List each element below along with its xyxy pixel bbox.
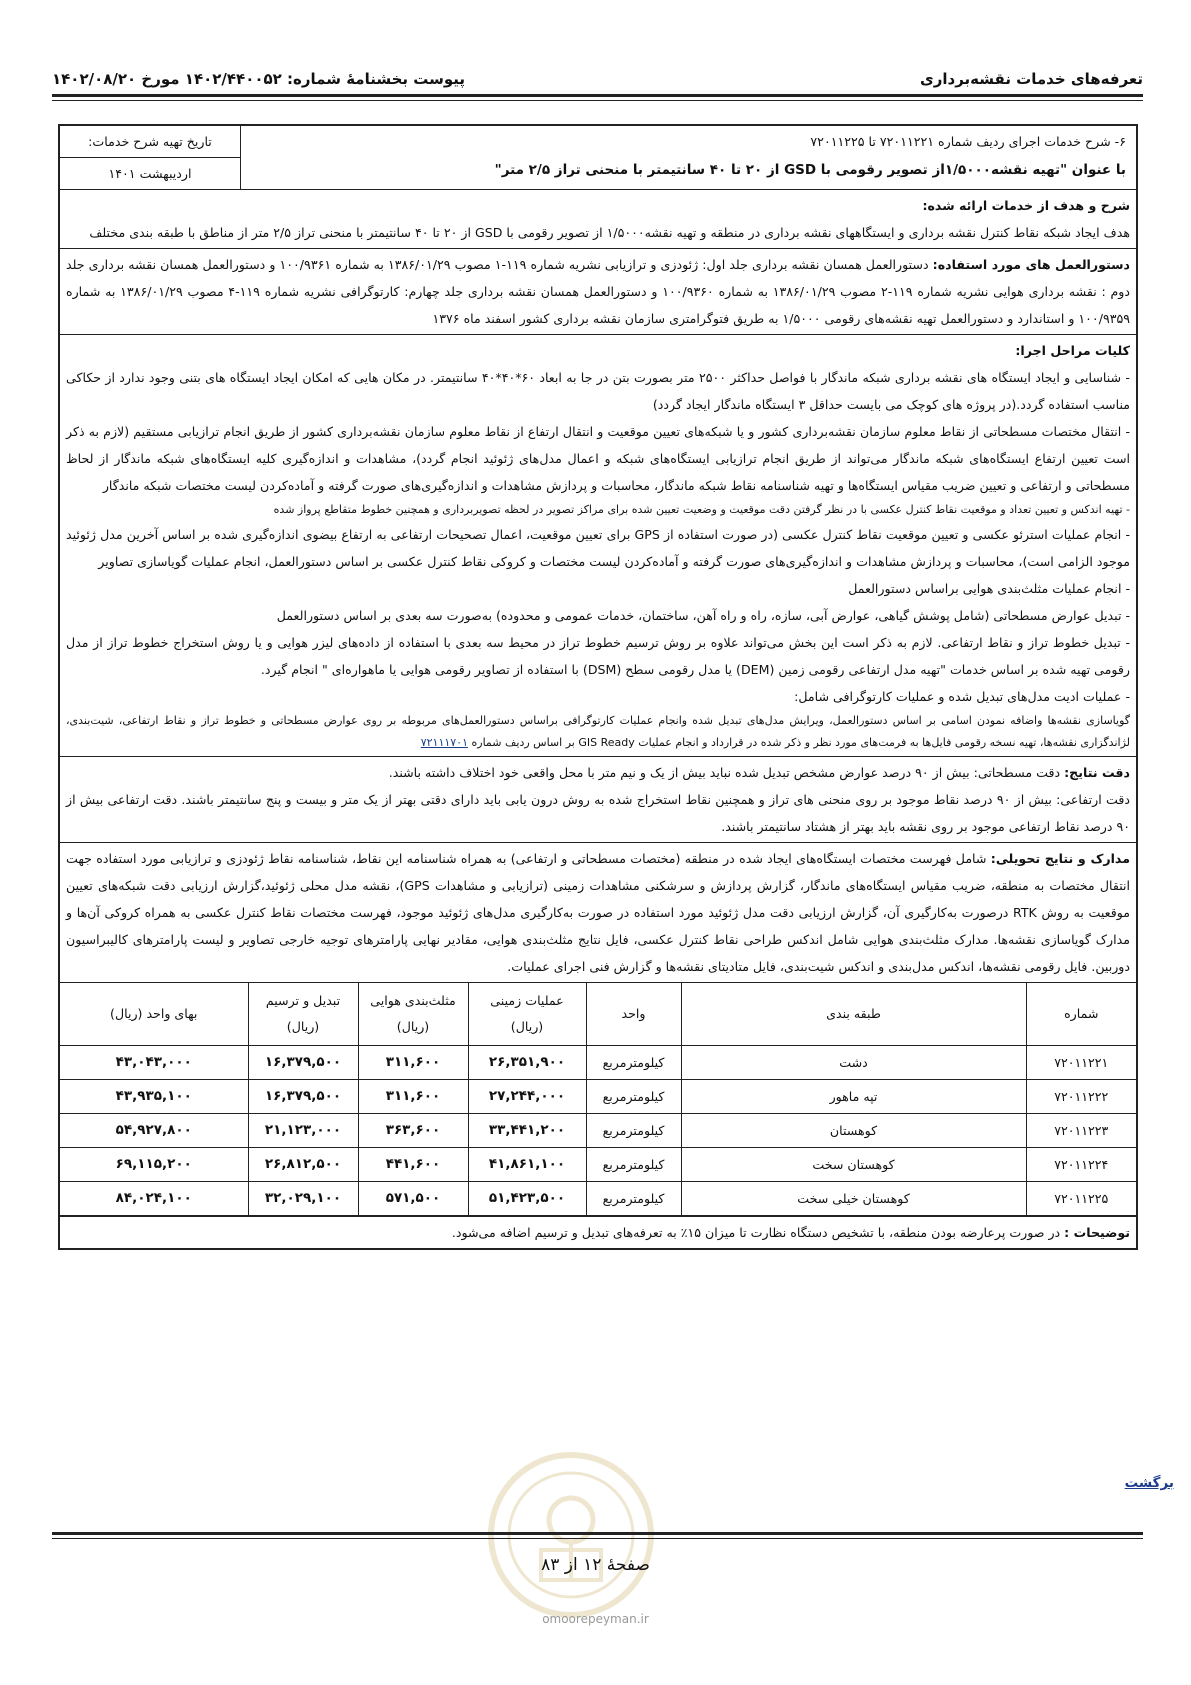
deliverables-text: شامل فهرست مختصات ایستگاه‌های ایجاد شده در منطقه (مختصات مسطحاتی و ارتفاعی) به همراه شناسنامه این نقاط، شناسنامه نقاط ژئودزی و ترازیابی مورد استفاده جهت انتقال مختصات به منطقه، ضریب مقیاس ایستگاه‌های ماندگار، گزارش پردازش و سرشکنی مشاهدات زمینی (ترازیابی و مشاهدات GPS)، نقشه مدل محلی ژئوئید،گزارش ارزیابی دقت شبکه‌های تعیین موقعیت به روش RTK درصورت به‌کارگیری آن، گزارش ارزیابی دقت مدل ژئوئید مورد استفاده در صورت به‌کارگیری مدل‌های ژئوئید موجود، فهرست مختصات نقاط کنترل عکسی به همراه کروکی آن‌ها و مدارک گویاسازی نقشه‌ها. مدارک مثلث‌بندی هوایی شامل اندکس طراحی نقاط کنترل عکسی، فایل نتایج مثلث‌بندی هوایی، مقادیر نهایی پارامترهای توجیه خارجی تصاویر و لیست پارامترهای کالیبراسیون دوربین. فایل رقومی نقشه‌ها، اندکس مدل‌بندی و اندکس شیت‌بندی، فایل متادیتای نقشه‌ها و گزارش فنی اجرای عملیات. [66, 851, 1130, 974]
cell-compilation: ۲۱,۱۲۳,۰۰۰ [248, 1113, 358, 1147]
seal-watermark-icon [486, 1450, 656, 1620]
cell-aerial-triangulation: ۳۱۱,۶۰۰ [358, 1045, 468, 1079]
header-rule-thick [52, 94, 1143, 97]
cell-code: ۷۲۰۱۱۲۲۵ [1026, 1181, 1136, 1215]
cell-classification: کوهستان سخت [681, 1147, 1026, 1181]
cell-classification: تپه ماهور [681, 1079, 1026, 1113]
step-item: - تبدیل خطوط تراز و نقاط ارتفاعی. لازم به ذکر است این بخش می‌تواند علاوه بر روش ترسیم خطوط تراز در محیط سه بعدی با استفاده از داده‌های لیزر هوایی و یا روش استخراج خطوط تراز از مدل رقومی تهیه شده بر اساس خدمات "تهیه مدل ارتفاعی رقومی زمین (DEM) یا مدل رقومی سطح (DSM) با استفاده از تصاویر رقومی هوایی یا ماهواره‌ای " انجام گیرد. [66, 635, 1130, 677]
preparation-date-cell [60, 126, 240, 189]
circular-reference: پیوست بخشنامهٔ شماره: ۱۴۰۲/۴۴۰۰۵۲ مورخ ۱۴۰۲/۰۸/۲۰ [52, 70, 466, 88]
page-header [52, 58, 1143, 88]
table-row [60, 1147, 1136, 1181]
notes-heading: توضیحات : [1064, 1224, 1130, 1240]
instructions-text: دستورالعمل همسان نقشه برداری جلد اول: ژئودزی و ترازیابی نشریه شماره ۱۱۹-۱ مصوب ۱۳۸۶/۰۱/۲۹ به شماره ۱۰۰/۹۳۶۱ و دستورالعمل همسان نقشه برداری جلد دوم : نقشه برداری هوایی نشریه شماره ۱۱۹-۲ مصوب ۱۳۸۶/۰۱/۲۹ به شماره ۱۰۰/۹۳۶۰ و دستورالعمل همسان نقشه برداری جلد چهارم: کارتوگرافی نشریه شماره ۱۱۹-۴ مصوب ۱۳۸۶/۰۱/۲۹ به شماره ۱۰۰/۹۳۵۹ و استاندارد و دستورالعمل تهیه نقشه‌های رقومی ۱/۵۰۰۰ به طریق فتوگرامتری سازمان نقشه برداری کشور اسفند ماه ۱۳۷۶ [66, 257, 1130, 326]
cell-unit-price: ۴۳,۰۴۳,۰۰۰ [60, 1045, 248, 1079]
table-header-row [60, 983, 1136, 1045]
step-item: - انجام عملیات استرئو عکسی و تعیین موقعیت نقاط کنترل عکسی (در صورت استفاده از GPS برای تعیین موقعیت، اعمال تصحیحات ارتفاعی به ارتفاع بیضوی اندازه‌گیری شده بر اساس آخرین مدل ژئوئید موجود الزامی است)، محاسبات و پردازش مشاهدات و اندازه‌گیری‌های صورت گرفته و آماده‌کردن لیست مختصات و کروکی نقاط کنترل عکسی بر اساس دستورالعمل، انجام عملیات گویاسازی تصاویر [66, 527, 1130, 569]
cell-unit-price: ۸۴,۰۲۴,۱۰۰ [60, 1181, 248, 1215]
cell-ground-ops: ۴۱,۸۶۱,۱۰۰ [468, 1147, 586, 1181]
tariff-table-wrap [60, 983, 1136, 1217]
cell-unit-price: ۵۴,۹۲۷,۸۰۰ [60, 1113, 248, 1147]
table-row [60, 1079, 1136, 1113]
table-row [60, 1113, 1136, 1147]
page-number: صفحهٔ ۱۲ از ۸۳ [541, 1555, 650, 1575]
preparation-date-value: اردیبهشت ۱۴۰۱ [108, 166, 192, 181]
cell-compilation: ۲۶,۸۱۲,۵۰۰ [248, 1147, 358, 1181]
table-row [60, 1045, 1136, 1079]
cell-unit: کیلومترمربع [586, 1147, 681, 1181]
table-row [60, 1181, 1136, 1215]
instructions-heading: دستورالعمل های مورد استفاده: [932, 257, 1131, 272]
col-compilation: تبدیل و ترسیم (ریال) [248, 983, 358, 1045]
purpose-heading: شرح و هدف از خدمات ارائه شده: [922, 198, 1130, 213]
service-name: با عنوان "تهیه نقشه‌۱/۵۰۰۰از تصویر رقومی با GSD از ۲۰ تا ۴۰ سانتیمتر با منحنی تراز ۲/۵ متر" [494, 162, 1126, 178]
col-classification: طبقه بندی [681, 983, 1026, 1045]
cell-classification: دشت [681, 1045, 1026, 1079]
steps-section [60, 335, 1136, 757]
col-code: شماره [1026, 983, 1136, 1045]
step-item: - انتقال مختصات مسطحاتی از نقاط معلوم سازمان نقشه‌برداری کشور و یا شبکه‌های تعیین موقعیت و انتقال ارتفاع از نقاط معلوم سازمان نقشه‌برداری کشور از طریق انجام ترازیابی مستقیم (لازم به ذکر است تعیین ارتفاع ایستگاه‌های شبکه ماندگار می‌تواند از طریق انجام ترازیابی ایستگاه‌های شبکه و اعمال مدل‌های ژئوئید انجام گردد)، مشاهدات و اندازه‌گیری کلیه ایستگاه‌های شبکه ماندگار از لحاظ مسطحاتی و ارتفاعی و تعیین ضریب مقیاس ایستگاه‌ها و تهیه شناسنامه نقاط شبکه ماندگار، محاسبات و پردازش مشاهدات و اندازه‌گیری‌های صورت گرفته و آماده‌کردن لیست مختصات شبکه ماندگار [66, 424, 1130, 493]
cell-ground-ops: ۲۶,۳۵۱,۹۰۰ [468, 1045, 586, 1079]
accuracy-heading: دقت نتایج: [1064, 765, 1130, 780]
cell-aerial-triangulation: ۵۷۱,۵۰۰ [358, 1181, 468, 1215]
cell-unit: کیلومترمربع [586, 1113, 681, 1147]
cell-code: ۷۲۰۱۱۲۲۱ [1026, 1045, 1136, 1079]
tariff-table [60, 983, 1136, 1216]
cell-unit-price: ۴۳,۹۳۵,۱۰۰ [60, 1079, 248, 1113]
col-unit-price: بهای واحد (ریال) [60, 983, 248, 1045]
cell-code: ۷۲۰۱۱۲۲۳ [1026, 1113, 1136, 1147]
watermark-site: omoorepeyman.ir [542, 1612, 649, 1626]
height-accuracy: دقت ارتفاعی: بیش از ۹۰ درصد نقاط موجود بر روی منحنی های تراز و همچنین نقاط استخراج شده به روش درون یابی باید دارای دقتی بهتر از یک متر و بیست و پنج سانتیمتر باشند. دقت ارتفاعی بیش از ۹۰ درصد نقاط ارتفاعی موجود بر روی نقشه باید بهتر از هشتاد سانتیمتر باشند. [66, 792, 1130, 834]
footer-rule-thick [52, 1532, 1143, 1535]
gis-ready-row-link[interactable]: ۷۲۱۱۱۷۰۱ [420, 736, 468, 749]
service-title-row [60, 126, 1136, 190]
cell-classification: کوهستان [681, 1113, 1026, 1147]
service-description-box [58, 124, 1138, 1250]
instructions-section [60, 249, 1136, 335]
back-link[interactable]: برگشت [1124, 1475, 1174, 1491]
cell-unit-price: ۶۹,۱۱۵,۲۰۰ [60, 1147, 248, 1181]
footer-rule-thin [52, 1538, 1143, 1539]
cell-classification: کوهستان خیلی سخت [681, 1181, 1026, 1215]
deliverables-section [60, 843, 1136, 983]
cell-compilation: ۳۲,۰۲۹,۱۰۰ [248, 1181, 358, 1215]
notes-text: در صورت پرعارضه بودن منطقه، با تشخیص دستگاه نظارت تا میزان ۱۵٪ به تعرفه‌های تبدیل و ترسیم اضافه می‌شود. [451, 1224, 1065, 1240]
service-title [240, 126, 1136, 189]
step-item: - عملیات ادیت مدل‌های تبدیل شده و عملیات کارتوگرافی شامل: [794, 689, 1130, 704]
cell-aerial-triangulation: ۳۱۱,۶۰۰ [358, 1079, 468, 1113]
step-item-small: - تهیه اندکس و تعیین تعداد و موقعیت نقاط کنترل عکسی با در نظر گرفتن دقت موقعیت و وضعیت تعیین شده برای مراکز تصویر در لحظه تصویربرداری و همچنین خطوط متقاطع پرواز شده [273, 503, 1130, 516]
cell-unit: کیلومترمربع [586, 1045, 681, 1079]
cell-ground-ops: ۳۳,۴۴۱,۲۰۰ [468, 1113, 586, 1147]
cell-unit: کیلومترمربع [586, 1181, 681, 1215]
notes-section [60, 1217, 1136, 1248]
cell-ground-ops: ۲۷,۲۴۴,۰۰۰ [468, 1079, 586, 1113]
cartography-description: گویاسازی نقشه‌ها واضافه نمودن اسامی بر اساس دستورالعمل، ویرایش مدل‌های تبدیل شده وانجام عملیات کارتوگرافی براساس دستورالعمل‌های مربوطه بر روی عوارض مسطحاتی و خطوط تراز و نقاط ارتفاعی، شیت‌بندی، لژاندگزاری نقشه‌ها، تهیه نسخه رقومی فایل‌ها به فرمت‌های مورد نظر و ذکر شده در قرارداد و انجام عملیات GIS Ready بر اساس ردیف شماره [66, 714, 1130, 749]
planimetric-accuracy: دقت مسطحاتی: بیش از ۹۰ درصد عوارض مشخص تبدیل شده نباید بیش از یک و نیم متر با محل واقعی خود اختلاف داشته باشند. [388, 765, 1065, 780]
cell-compilation: ۱۶,۳۷۹,۵۰۰ [248, 1079, 358, 1113]
preparation-date-label: تاریخ تهیه شرح خدمات: [60, 126, 240, 158]
header-rule-thin [52, 100, 1143, 101]
step-item: - انجام عملیات مثلث‌بندی هوایی براساس دستورالعمل [848, 581, 1130, 596]
document-title: تعرفه‌های خدمات نقشه‌برداری [919, 70, 1143, 88]
steps-heading: کلیات مراحل اجرا: [1015, 343, 1130, 358]
cartography-text [66, 710, 1130, 754]
accuracy-section [60, 757, 1136, 843]
step-item: - شناسایی و ایجاد ایستگاه های نقشه برداری شبکه ماندگار با فواصل حداکثر ۲۵۰۰ متر بصورت بتن در جا به ابعاد ۶۰*۴۰*۴۰ سانتیمتر. در مکان هایی که امکان ایجاد ایستگاه های بتنی وجود ندارد از حکاکی مناسب استفاده گردد.(در پروژه های کوچک می بایست حداقل ۳ ایستگاه ماندگار ایجاد گردد) [66, 370, 1130, 412]
cell-unit: کیلومترمربع [586, 1079, 681, 1113]
cell-code: ۷۲۰۱۱۲۲۲ [1026, 1079, 1136, 1113]
cell-aerial-triangulation: ۳۶۳,۶۰۰ [358, 1113, 468, 1147]
cell-compilation: ۱۶,۳۷۹,۵۰۰ [248, 1045, 358, 1079]
cell-aerial-triangulation: ۴۴۱,۶۰۰ [358, 1147, 468, 1181]
col-ground-ops: عملیات زمینی (ریال) [468, 983, 586, 1045]
purpose-section [60, 190, 1136, 249]
deliverables-heading: مدارک و نتایج تحویلی: [990, 851, 1130, 866]
purpose-text: هدف ایجاد شبکه نقاط کنترل نقشه برداری و ایستگاههای نقشه برداری در منطقه و تهیه نقشه۱/۵۰۰۰ از تصویر رقومی با GSD از ۲۰ تا ۴۰ سانتیمتر با منحنی تراز ۲/۵ متر از مناطق با طبقه بندی مختلف [89, 225, 1130, 240]
cell-ground-ops: ۵۱,۴۲۳,۵۰۰ [468, 1181, 586, 1215]
step-item: - تبدیل عوارض مسطحاتی (شامل پوشش گیاهی، عوارض آبی، سازه، راه و راه آهن، ساختمان، خدمات عمومی و محدوده) به‌صورت سه بعدی بر اساس دستورالعمل [276, 608, 1130, 623]
cell-code: ۷۲۰۱۱۲۲۴ [1026, 1147, 1136, 1181]
col-aerial-triangulation: مثلث‌بندی هوایی (ریال) [358, 983, 468, 1045]
col-unit: واحد [586, 983, 681, 1045]
service-row-range: ۶- شرح خدمات اجرای ردیف شماره ۷۲۰۱۱۲۲۱ تا ۷۲۰۱۱۲۲۵ [810, 134, 1126, 149]
